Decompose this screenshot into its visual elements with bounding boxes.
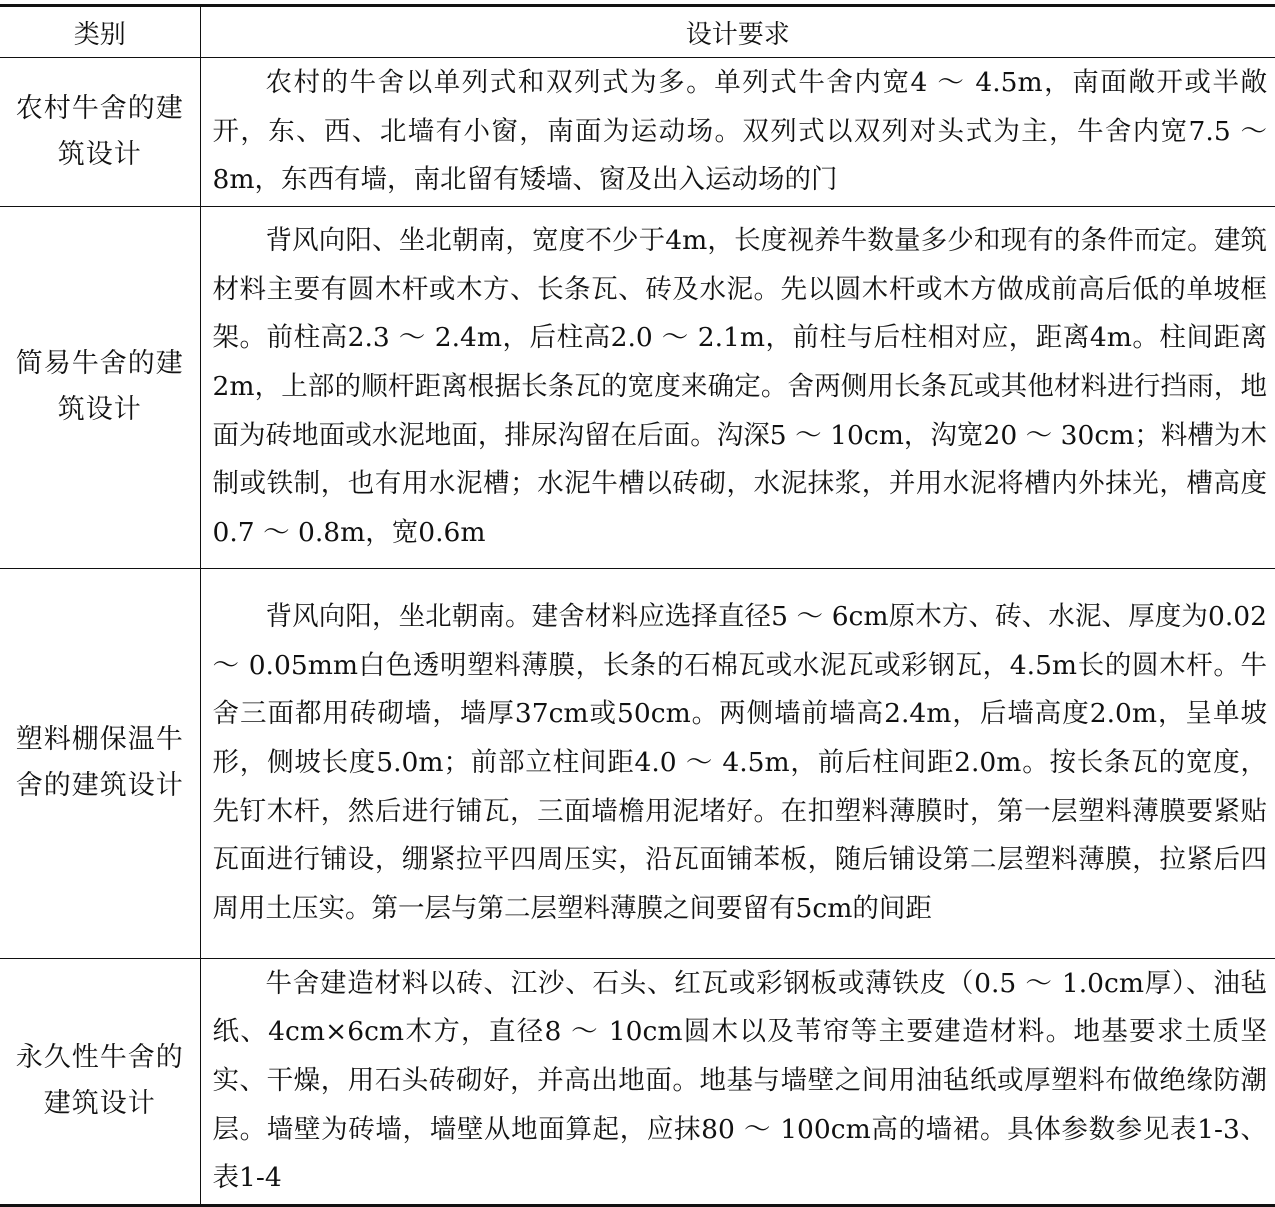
table-header-row	[0, 6, 1275, 58]
row-category: 农村牛舍的建筑设计	[0, 58, 200, 207]
row-category: 塑料棚保温牛舍的建筑设计	[0, 568, 200, 958]
row-category: 永久性牛舍的建筑设计	[0, 958, 200, 1205]
table-row	[0, 568, 1275, 958]
header-category: 类别	[0, 6, 200, 58]
row-requirement: 农村的牛舍以单列式和双列式为多。单列式牛舍内宽4 ～ 4.5m，南面敞开或半敞开，东、西、北墙有小窗，南面为运动场。双列式以双列对头式为主，牛舍内宽7.5 ～ 8m，东西有墙，南北留有矮墙、窗及出入运动场的门	[200, 58, 1275, 207]
row-requirement: 背风向阳，坐北朝南。建舍材料应选择直径5 ～ 6cm原木方、砖、水泥、厚度为0.02 ～ 0.05mm白色透明塑料薄膜，长条的石棉瓦或水泥瓦或彩钢瓦，4.5m长的圆木杆。牛舍三面都用砖砌墙，墙厚37cm或50cm。两侧墙前墙高2.4m，后墙高度2.0m，呈单坡形，侧坡长度5.0m；前部立柱间距4.0 ～ 4.5m，前后柱间距2.0m。按长条瓦的宽度，先钉木杆，然后进行铺瓦，三面墙檐用泥堵好。在扣塑料薄膜时，第一层塑料薄膜要紧贴瓦面进行铺设，绷紧拉平四周压实，沿瓦面铺苯板，随后铺设第二层塑料薄膜，拉紧后四周用土压实。第一层与第二层塑料薄膜之间要留有5cm的间距	[200, 568, 1275, 958]
table-row	[0, 58, 1275, 207]
row-requirement: 背风向阳、坐北朝南，宽度不少于4m，长度视养牛数量多少和现有的条件而定。建筑材料主要有圆木杆或木方、长条瓦、砖及水泥。先以圆木杆或木方做成前高后低的单坡框架。前柱高2.3 ～ 2.4m，后柱高2.0 ～ 2.1m，前柱与后柱相对应，距离4m。柱间距离2m，上部的顺杆距离根据长条瓦的宽度来确定。舍两侧用长条瓦或其他材料进行挡雨，地面为砖地面或水泥地面，排尿沟留在后面。沟深5 ～ 10cm，沟宽20 ～ 30cm；料槽为木制或铁制，也有用水泥槽；水泥牛槽以砖砌，水泥抹浆，并用水泥将槽内外抹光，槽高度0.7 ～ 0.8m，宽0.6m	[200, 206, 1275, 568]
row-requirement: 牛舍建造材料以砖、江沙、石头、红瓦或彩钢板或薄铁皮（0.5 ～ 1.0cm厚）、油毡纸、4cm×6cm木方，直径8 ～ 10cm圆木以及苇帘等主要建造材料。地基要求土质坚实、干燥，用石头砖砌好，并高出地面。地基与墙壁之间用油毡纸或厚塑料布做绝缘防潮层。墙壁为砖墙，墙壁从地面算起，应抹80 ～ 100cm高的墙裙。具体参数参见表1-3、表1-4	[200, 958, 1275, 1205]
row-category: 简易牛舍的建筑设计	[0, 206, 200, 568]
header-requirement: 设计要求	[200, 6, 1275, 58]
table-row	[0, 958, 1275, 1205]
design-requirements-table	[0, 4, 1275, 1207]
table-row	[0, 206, 1275, 568]
